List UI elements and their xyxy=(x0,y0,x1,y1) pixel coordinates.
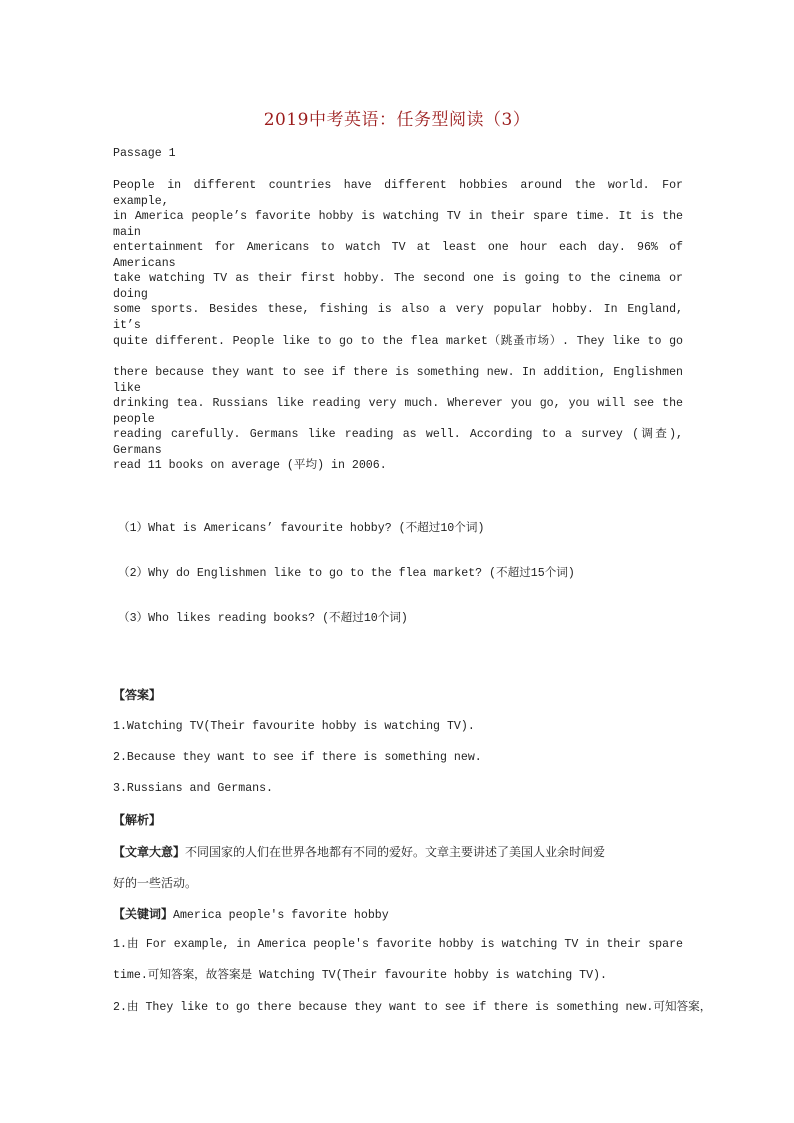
summary-line-2: 好的一些活动。 xyxy=(113,876,198,890)
passage-heading: Passage 1 xyxy=(113,147,176,160)
passage-line: drinking tea. Russians like reading very much. Wherever you go, you will see the people xyxy=(113,397,683,426)
passage-line: reading carefully. Germans like reading as well. According to a survey (调查), Germans xyxy=(113,428,683,457)
question-2: （2）Why do Englishmen like to go to the flea market? (不超过15个词) xyxy=(118,567,575,580)
passage-line: quite different. People like to go to the flea market（跳蚤市场）. They like to go xyxy=(113,335,683,348)
keyword-label: 【关键词】 xyxy=(113,907,174,921)
analysis-label: 【解析】 xyxy=(113,813,162,827)
analysis-item-1-cont: time.可知答案，故答案是 Watching TV(Their favourite hobby is watching TV). xyxy=(113,969,607,982)
page-title: 2019中考英语：任务型阅读（3） xyxy=(263,110,531,130)
passage-line: there because they want to see if there is something new. In addition, Englishmen like xyxy=(113,366,683,395)
question-3: （3）Who likes reading books? (不超过10个词) xyxy=(118,612,408,625)
keyword-line xyxy=(113,906,683,924)
answer-label: 【答案】 xyxy=(113,688,162,702)
passage-line: in America people’s favorite hobby is watching TV in their spare time. It is the main xyxy=(113,210,683,239)
answer-item: 2.Because they want to see if there is something new. xyxy=(113,751,482,764)
passage-line: take watching TV as their first hobby. The second one is going to the cinema or doing xyxy=(113,272,683,301)
summary-text: 不同国家的人们在世界各地都有不同的爱好。文章主要讲述了美国人业余时间爱 xyxy=(185,845,606,859)
passage-line: entertainment for Americans to watch TV at least one hour each day. 96% of Americans xyxy=(113,241,683,270)
analysis-item-2: 2.由 They like to go there because they want to see if there is something new.可知答案， xyxy=(113,1001,712,1014)
passage-line: People in different countries have different hobbies around the world. For example, xyxy=(113,179,683,208)
passage-line: read 11 books on average (平均) in 2006. xyxy=(113,459,387,472)
keyword-text: America people's favorite hobby xyxy=(173,909,389,922)
answer-item: 1.Watching TV(Their favourite hobby is watching TV). xyxy=(113,720,475,733)
analysis-item-1: 1.由 For example, in America people's favorite hobby is watching TV in their spare xyxy=(113,938,683,951)
passage-line: some sports. Besides these, fishing is also a very popular hobby. In England, it’s xyxy=(113,303,683,332)
question-1: （1）What is Americans’ favourite hobby? (不超过10个词) xyxy=(118,522,485,535)
summary-line xyxy=(113,844,683,862)
summary-label: 【文章大意】 xyxy=(113,845,186,859)
answer-item: 3.Russians and Germans. xyxy=(113,782,274,795)
